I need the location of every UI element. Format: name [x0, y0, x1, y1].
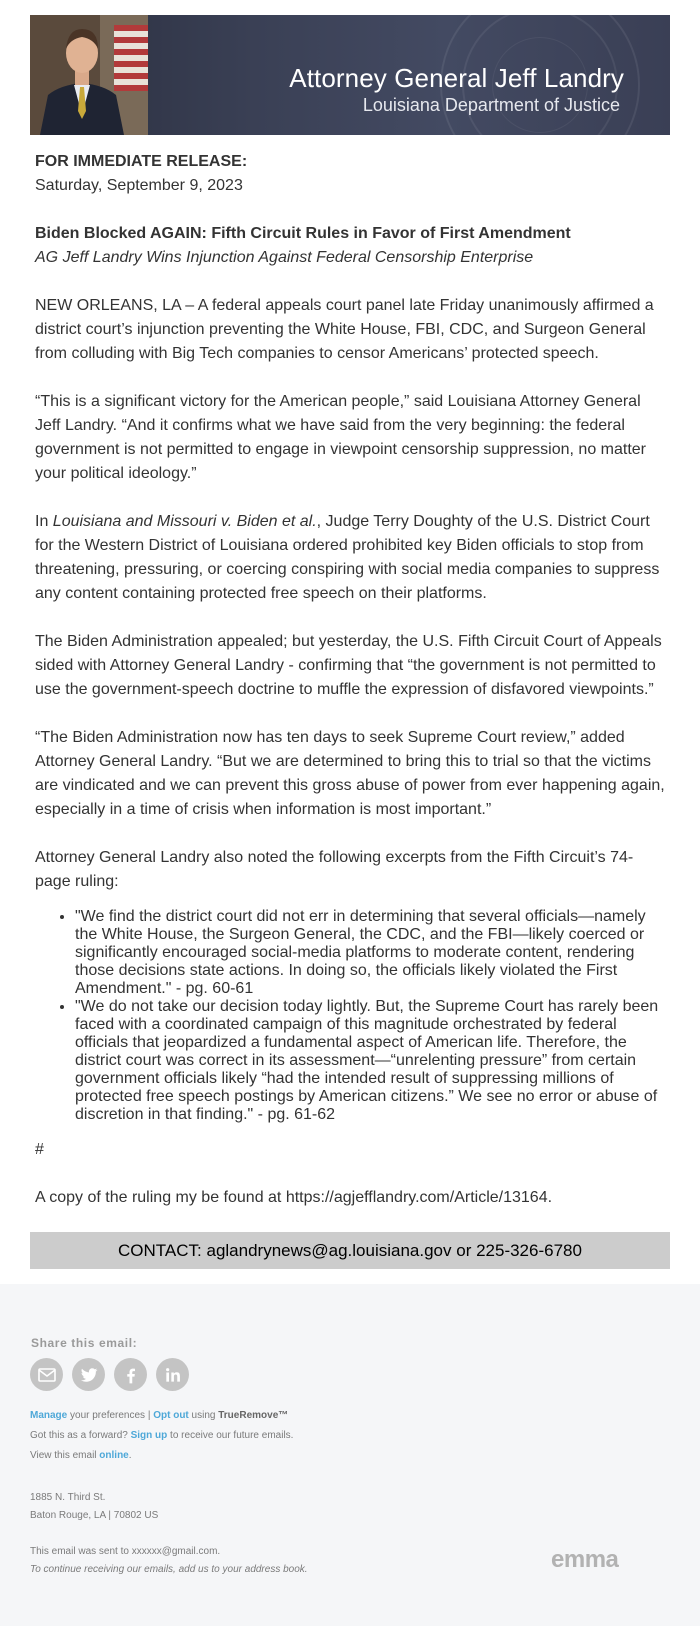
header-banner — [30, 15, 670, 135]
manage-link[interactable]: Manage — [30, 1410, 68, 1421]
paragraph-6: Attorney General Landry also noted the following excerpts from the Fifth Circuit’s 74-page ruling: — [35, 849, 634, 890]
paragraph-1: NEW ORLEANS, LA – A federal appeals court panel late Friday unanimously affirmed a district court’s injunction preventing the White House, FBI, CDC, and Surgeon General from colluding with Big Tech companies to censor Americans’ protected speech. — [35, 297, 654, 362]
hash-mark: # — [35, 1141, 44, 1158]
paragraph-3 — [35, 510, 665, 606]
email-icon — [37, 1365, 57, 1385]
excerpt-list — [35, 908, 665, 1124]
attorney-general-photo — [30, 15, 148, 135]
banner-title: Attorney General Jeff Landry — [289, 63, 624, 93]
paragraph-4: The Biden Administration appealed; but yesterday, the U.S. Fifth Circuit Court of Appeals sided with Attorney General Landry - confirming that “the government is not permitted to use the government-speech doctrine to muffle the expression of disfavored viewpoints.” — [35, 633, 662, 698]
view-online-link[interactable]: online — [99, 1450, 129, 1461]
manage-preferences-line: Manage your preferences | Opt out using TrueRemove™ — [30, 1410, 289, 1421]
excerpt-item: • "We find the district court did not err in determining that several officials—namely the White House, the Surgeon General, the CDC, and the FBI—likely coerced or significantly encouraged social-media platforms to moderate content, rendering those decisions state actions. In doing so, the officials likely violated the First Amendment." - pg. 60-61 — [75, 908, 665, 998]
share-buttons — [30, 1358, 189, 1391]
banner-subtitle: Louisiana Department of Justice — [362, 95, 620, 115]
facebook-icon — [121, 1365, 141, 1385]
share-email-button[interactable] — [30, 1358, 63, 1391]
emma-logo[interactable]: emma — [551, 1546, 619, 1573]
share-facebook-button[interactable] — [114, 1358, 147, 1391]
paragraph-2: “This is a significant victory for the American people,” said Louisiana Attorney General Jeff Landry. “And it confirms what we have said from the very beginning: the federal government is not permitted to engage in viewpoint censorship suppression, no matter your political ideology.” — [35, 393, 647, 482]
paragraph-3-rest: , Judge Terry Doughty of the U.S. District Court for the Western District of Louisiana ordered prohibited key Biden officials to stop from threatening, pressuring, or coercing conspiring with social media companies to suppress any content containing protected free speech on their platforms. — [35, 513, 660, 602]
paragraph-3-prefix: In — [35, 513, 53, 530]
case-name: Louisiana and Missouri v. Biden et al. — [52, 513, 317, 530]
portrait-illustration — [30, 15, 148, 135]
address-book-line: To continue receiving our emails, add us to your address book. — [30, 1564, 308, 1575]
address-line-2: Baton Rouge, LA | 70802 US — [30, 1510, 159, 1521]
release-label: FOR IMMEDIATE RELEASE: — [35, 153, 248, 170]
ruling-copy-note: A copy of the ruling my be found at https://agjefflandry.com/Article/13164. — [35, 1189, 553, 1206]
forward-line: Got this as a forward? Sign up to receive our future emails. — [30, 1430, 294, 1441]
email-footer — [0, 1284, 700, 1626]
paragraph-5: “The Biden Administration now has ten days to seek Supreme Court review,” added Attorney General Landry. “But we are determined to bring this to trial so that the victims are vindicated and we can prevent this gross abuse of power from ever happening again, especially in a time of crisis when information is most important.” — [35, 729, 665, 818]
contact-bar: CONTACT: aglandrynews@ag.louisiana.gov or 225-326-6780 — [30, 1232, 670, 1269]
release-date: Saturday, September 9, 2023 — [35, 177, 243, 194]
share-label: Share this email: — [31, 1336, 138, 1350]
opt-out-link[interactable]: Opt out — [153, 1410, 189, 1421]
excerpt-item: • "We do not take our decision today lightly. But, the Supreme Court has rarely been faced with a coordinated campaign of this magnitude orchestrated by federal officials that jeopardized a fundamental aspect of American life. Therefore, the district court was correct in its assessment—“unrelenting pressure” from certain government officials likely “had the intended result of suppressing millions of protected free speech postings by American citizens.” We see no error or abuse of discretion in that finding." - pg. 61-62 — [75, 998, 665, 1124]
sign-up-link[interactable]: Sign up — [130, 1430, 168, 1441]
share-twitter-button[interactable] — [72, 1358, 105, 1391]
sent-to-line: This email was sent to xxxxxx@gmail.com. — [30, 1546, 221, 1557]
address-line-1: 1885 N. Third St. — [30, 1492, 106, 1503]
press-release-body — [35, 150, 665, 1210]
twitter-icon — [79, 1365, 99, 1385]
view-online-line: View this email online. — [30, 1450, 132, 1461]
linkedin-icon — [163, 1365, 183, 1385]
headline: Biden Blocked AGAIN: Fifth Circuit Rules in Favor of First Amendment — [35, 225, 571, 242]
subheadline: AG Jeff Landry Wins Injunction Against Federal Censorship Enterprise — [35, 249, 534, 266]
share-linkedin-button[interactable] — [156, 1358, 189, 1391]
trueremove-brand: TrueRemove™ — [218, 1410, 289, 1421]
